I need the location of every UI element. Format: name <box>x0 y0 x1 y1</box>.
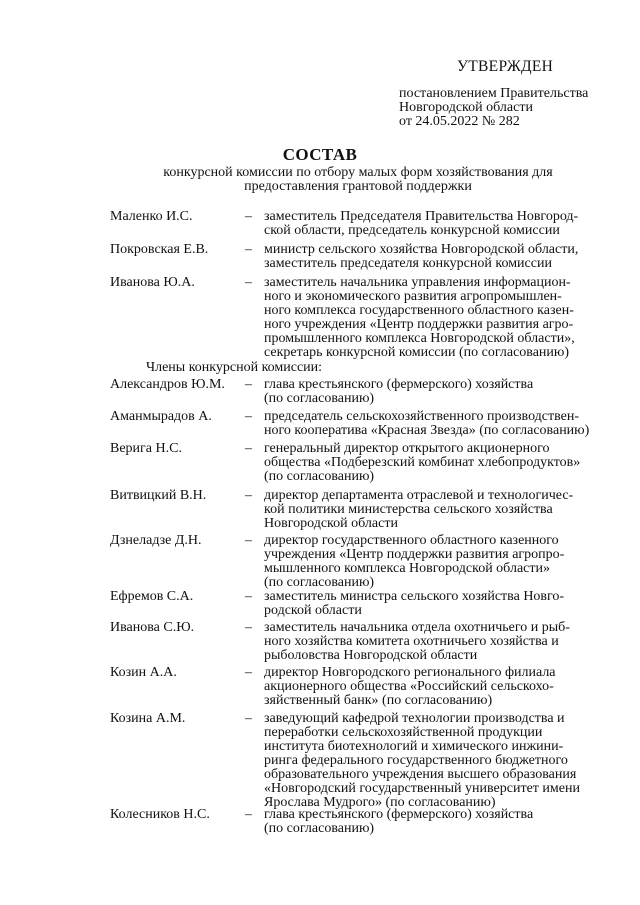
dash-separator: – <box>245 807 252 822</box>
position-line: ного кооператива «Красная Звезда» (по согласованию) <box>264 423 590 438</box>
approval-line: постановлением Правительства <box>399 86 589 101</box>
position-line: глава крестьянского (фермерского) хозяйства <box>264 807 534 822</box>
position-line: ской области, председатель конкурсной комиссии <box>264 223 560 238</box>
approval-block <box>399 60 629 129</box>
position-line: ного хозяйства комитета охотничьего хозяйства и <box>264 634 559 649</box>
member-position <box>264 442 614 484</box>
member-position <box>264 808 614 836</box>
member-position <box>264 243 614 271</box>
member-name: Покровская Е.В. <box>110 242 209 257</box>
position-line: института биотехнологий и химического инжини- <box>264 739 564 754</box>
dash-separator: – <box>245 209 252 224</box>
member-name: Витвицкий В.Н. <box>110 488 207 503</box>
member-position <box>264 621 614 663</box>
approval-line: Новгородской области <box>399 100 533 115</box>
position-line: зяйственный банк» (по согласованию) <box>264 693 493 708</box>
dash-separator: – <box>245 275 252 290</box>
member-name: Колесников Н.С. <box>110 807 210 822</box>
member-name: Иванова С.Ю. <box>110 620 195 635</box>
position-line: мышленного комплекса Новгородской области» <box>264 561 550 576</box>
members-heading: Члены конкурсной комиссии: <box>146 360 323 375</box>
member-position <box>264 276 614 360</box>
position-line: ного учреждения «Центр поддержки развития агро- <box>264 317 574 332</box>
dash-separator: – <box>245 377 252 392</box>
position-line: секретарь конкурсной комиссии (по согласованию) <box>264 345 570 360</box>
subtitle-line: предоставления грантовой поддержки <box>244 179 472 194</box>
position-line: заместитель начальника отдела охотничьего и рыб- <box>264 620 570 635</box>
member-position <box>264 410 614 438</box>
position-line: директор департамента отраслевой и технологичес- <box>264 488 574 503</box>
member-name: Ефремов С.А. <box>110 589 194 604</box>
member-position <box>264 590 614 618</box>
position-line: промышленного комплекса Новгородской области», <box>264 331 575 346</box>
position-line: заместитель начальника управления информацион- <box>264 275 571 290</box>
dash-separator: – <box>245 409 252 424</box>
member-position <box>264 534 614 590</box>
member-name: Козина А.М. <box>110 711 186 726</box>
dash-separator: – <box>245 711 252 726</box>
position-line: ринга федерального государственного бюджетного <box>264 753 568 768</box>
position-line: директор Новгородского регионального филиала <box>264 665 556 680</box>
position-line: общества «Подберезский комбинат хлебопродуктов» <box>264 455 581 470</box>
position-line: председатель сельскохозяйственного производствен- <box>264 409 580 424</box>
dash-separator: – <box>245 242 252 257</box>
member-name: Маленко И.С. <box>110 209 193 224</box>
position-line: заведующий кафедрой технологии производства и <box>264 711 565 726</box>
member-position <box>264 210 614 238</box>
position-line: (по согласованию) <box>264 575 375 590</box>
position-line: рыболовства Новгородской области <box>264 648 478 663</box>
dash-separator: – <box>245 533 252 548</box>
member-name: Дзнеладзе Д.Н. <box>110 533 202 548</box>
member-position <box>264 378 614 406</box>
position-line: ного и экономического развития агропромышлен- <box>264 289 562 304</box>
position-line: учреждения «Центр поддержки развития агропро- <box>264 547 565 562</box>
document-subtitle <box>0 166 640 194</box>
member-name: Аманмырадов А. <box>110 409 212 424</box>
position-line: глава крестьянского (фермерского) хозяйства <box>264 377 534 392</box>
position-line: заместитель Председателя Правительства Новгород- <box>264 209 579 224</box>
position-line: директор государственного областного казенного <box>264 533 559 548</box>
dash-separator: – <box>245 620 252 635</box>
position-line: кой политики министерства сельского хозяйства <box>264 502 553 517</box>
dash-separator: – <box>245 441 252 456</box>
member-name: Козин А.А. <box>110 665 177 680</box>
position-line: заместитель министра сельского хозяйства Новго- <box>264 589 565 604</box>
position-line: министр сельского хозяйства Новгородской области, <box>264 242 579 257</box>
approval-line: от 24.05.2022 № 282 <box>399 114 520 129</box>
position-line: генеральный директор открытого акционерного <box>264 441 550 456</box>
position-line: Новгородской области <box>264 516 398 531</box>
member-position <box>264 666 614 708</box>
member-position <box>264 712 614 810</box>
position-line: заместитель председателя конкурсной комиссии <box>264 256 552 271</box>
dash-separator: – <box>245 665 252 680</box>
approval-heading: УТВЕРЖДЕН <box>457 58 554 75</box>
member-position <box>264 489 614 531</box>
position-line: образовательного учреждения высшего образования <box>264 767 577 782</box>
position-line: родской области <box>264 603 362 618</box>
position-line: акционерного общества «Российский сельскохо- <box>264 679 554 694</box>
document-title: СОСТАВ <box>282 145 358 164</box>
position-line: Ярослава Мудрого» (по согласованию) <box>264 795 496 810</box>
member-name: Александров Ю.М. <box>110 377 225 392</box>
member-name: Верига Н.С. <box>110 441 182 456</box>
position-line: (по согласованию) <box>264 469 375 484</box>
position-line: (по согласованию) <box>264 391 375 406</box>
position-line: (по согласованию) <box>264 821 375 836</box>
member-name: Иванова Ю.А. <box>110 275 195 290</box>
subtitle-line: конкурсной комиссии по отбору малых форм хозяйствования для <box>163 165 553 180</box>
dash-separator: – <box>245 589 252 604</box>
position-line: ного комплекса государственного областного казен- <box>264 303 574 318</box>
position-line: «Новгородский государственный университет имени <box>264 781 580 796</box>
position-line: переработки сельскохозяйственной продукции <box>264 725 543 740</box>
dash-separator: – <box>245 488 252 503</box>
